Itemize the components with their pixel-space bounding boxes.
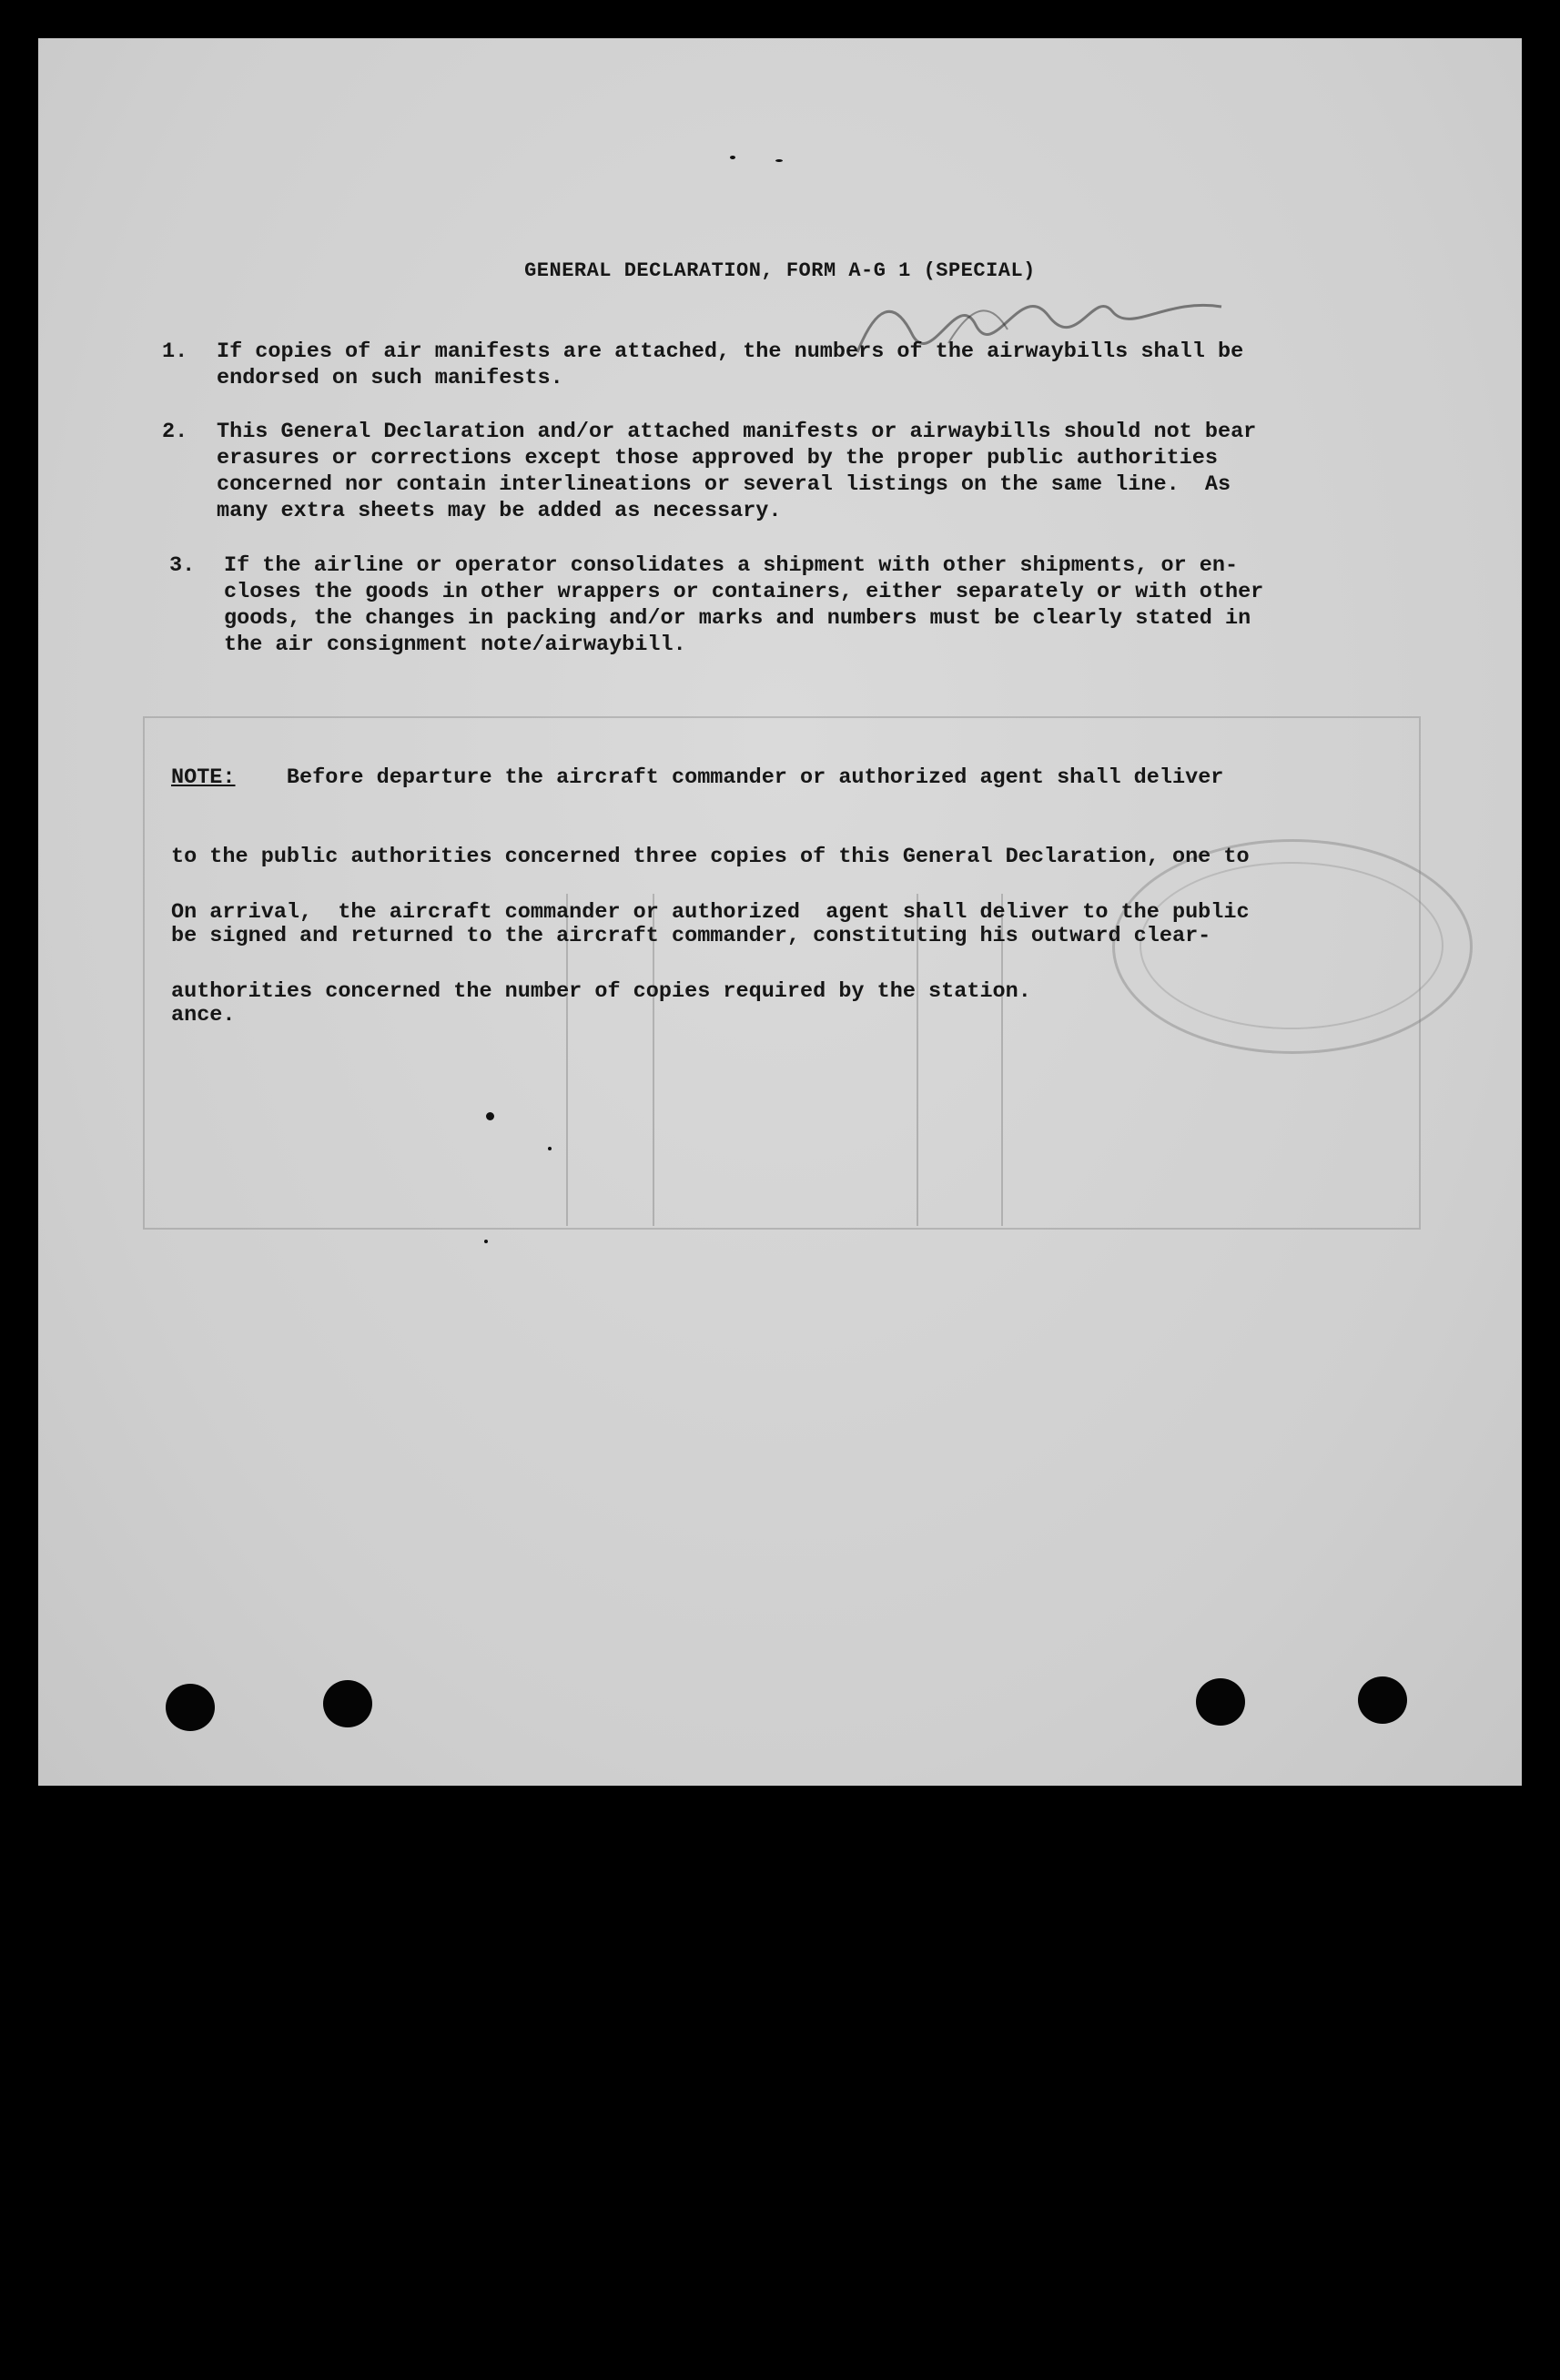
note-line: to the public authorities concerned three copies of this General Declaration, one to xyxy=(171,845,1250,869)
ink-speck xyxy=(730,156,735,159)
note-first-line xyxy=(171,765,1250,791)
note-line: ance. xyxy=(171,1003,236,1028)
document-title: GENERAL DECLARATION, FORM A-G 1 (SPECIAL) xyxy=(524,259,1036,282)
note-label: NOTE: xyxy=(171,765,236,790)
item-number: 1. xyxy=(162,339,188,364)
note-line: Before departure the aircraft commander or authorized agent shall deliver xyxy=(235,765,1224,790)
item-line: If copies of air manifests are attached, the numbers of the airwaybills shall be xyxy=(217,339,1244,364)
arrival-line: authorities concerned the number of copies required by the station. xyxy=(171,979,1031,1004)
punch-hole xyxy=(1196,1678,1245,1726)
item-line: If the airline or operator consolidates a shipment with other shipments, or en- xyxy=(224,553,1239,578)
punch-hole xyxy=(166,1684,215,1731)
item-line: the air consignment note/airwaybill. xyxy=(224,633,686,657)
ink-speck xyxy=(486,1112,494,1120)
item-line: erasures or corrections except those approved by the proper public authorities xyxy=(217,446,1218,471)
note-line: be signed and returned to the aircraft commander, constituting his outward clear- xyxy=(171,924,1211,948)
item-line: This General Declaration and/or attached manifests or airwaybills should not bear xyxy=(217,420,1257,444)
arrival-paragraph xyxy=(171,846,1250,1058)
item-line: endorsed on such manifests. xyxy=(217,366,563,390)
item-line: closes the goods in other wrappers or containers, either separately or with other xyxy=(224,580,1264,604)
arrival-line: On arrival, the aircraft commander or authorized agent shall deliver to the public xyxy=(171,900,1250,925)
ink-speck xyxy=(548,1147,552,1150)
document-page xyxy=(38,38,1522,1786)
item-line: goods, the changes in packing and/or marks and numbers must be clearly stated in xyxy=(224,606,1251,631)
item-line: many extra sheets may be added as necessary. xyxy=(217,499,782,523)
ink-speck xyxy=(484,1240,488,1243)
instruction-item-3 xyxy=(169,552,1462,662)
punch-hole xyxy=(323,1680,372,1727)
ink-speck xyxy=(775,159,783,162)
item-number: 3. xyxy=(169,553,196,578)
instruction-item-1 xyxy=(162,339,1454,393)
instruction-item-2 xyxy=(162,419,1454,528)
punch-hole xyxy=(1358,1676,1407,1724)
item-line: concerned nor contain interlineations or several listings on the same line. As xyxy=(217,472,1231,497)
item-number: 2. xyxy=(162,420,188,444)
